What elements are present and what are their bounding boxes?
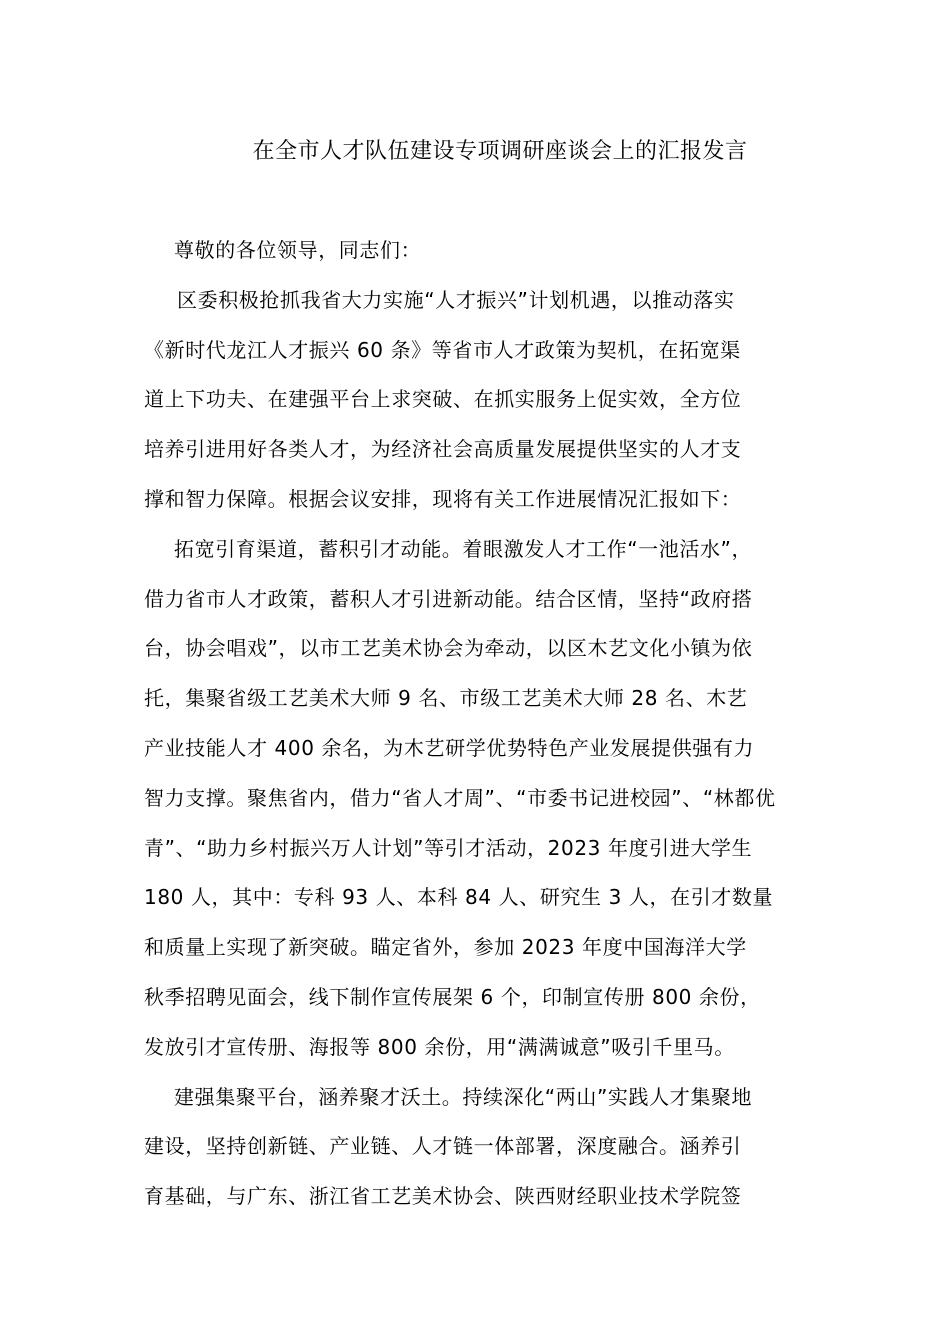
document-body <box>144 226 808 1222</box>
paragraph-3-line: 建强集聚平台，涵养聚才沃土。持续深化“两山”实践人才集聚地 <box>174 1084 753 1109</box>
paragraph-3-line: 建设，坚持创新链、产业链、人才链一体部署，深度融合。涵养引 <box>144 1134 742 1159</box>
paragraph-2-line: 青”、“助力乡村振兴万人计划”等引才活动，2023 年度引进大学生 <box>144 835 753 860</box>
paragraph-2-line: 产业技能人才 400 余名，为木艺研学优势特色产业发展提供强有力 <box>144 735 755 760</box>
paragraph-2-line: 借力省市人才政策，蓄积人才引进新动能。结合区情，坚持“政府搭 <box>144 586 753 611</box>
paragraph-2-line: 180 人，其中：专科 93 人、本科 84 人、研究生 3 人，在引才数量 <box>144 885 774 910</box>
paragraph-2-line: 和质量上实现了新突破。瞄定省外，参加 2023 年度中国海洋大学 <box>144 935 747 960</box>
paragraph-3-line: 育基础，与广东、浙江省工艺美术协会、陕西财经职业技术学院签 <box>144 1184 742 1209</box>
salutation: 尊敬的各位领导，同志们： <box>174 238 422 262</box>
paragraph-1-line: 道上下功夫、在建强平台上求突破、在抓实服务上促实效，全方位 <box>144 387 742 412</box>
paragraph-2-line: 台，协会唱戏”，以市工艺美术协会为牵动，以区木艺文化小镇为依 <box>144 636 753 661</box>
paragraph-1-line: 区委积极抢抓我省大力实施“人才振兴”计划机遇，以推动落实 <box>177 287 735 312</box>
paragraph-2-line: 托，集聚省级工艺美术大师 9 名、市级工艺美术大师 28 名、木艺 <box>144 686 748 711</box>
paragraph-1-line: 撑和智力保障。根据会议安排，现将有关工作进展情况汇报如下： <box>144 486 742 511</box>
document-title: 在全市人才队伍建设专项调研座谈会上的汇报发言 <box>252 139 748 164</box>
paragraph-2-line: 发放引才宣传册、海报等 800 余份，用“满满诚意”吸引千里马。 <box>144 1034 735 1059</box>
paragraph-2-line: 拓宽引育渠道，蓄积引才动能。着眼激发人才工作“一池活水”， <box>174 536 753 561</box>
paragraph-2-line: 智力支撑。聚焦省内，借力“省人才周”、“市委书记进校园”、“林都优 <box>144 785 776 810</box>
paragraph-1-line: 培养引进用好各类人才，为经济社会高质量发展提供坚实的人才支 <box>144 437 742 462</box>
paragraph-2-line: 秋季招聘见面会，线下制作宣传展架 6 个，印制宣传册 800 余份， <box>144 984 761 1009</box>
paragraph-1-line: 《新时代龙江人才振兴 60 条》等省市人才政策为契机，在拓宽渠 <box>144 337 741 362</box>
